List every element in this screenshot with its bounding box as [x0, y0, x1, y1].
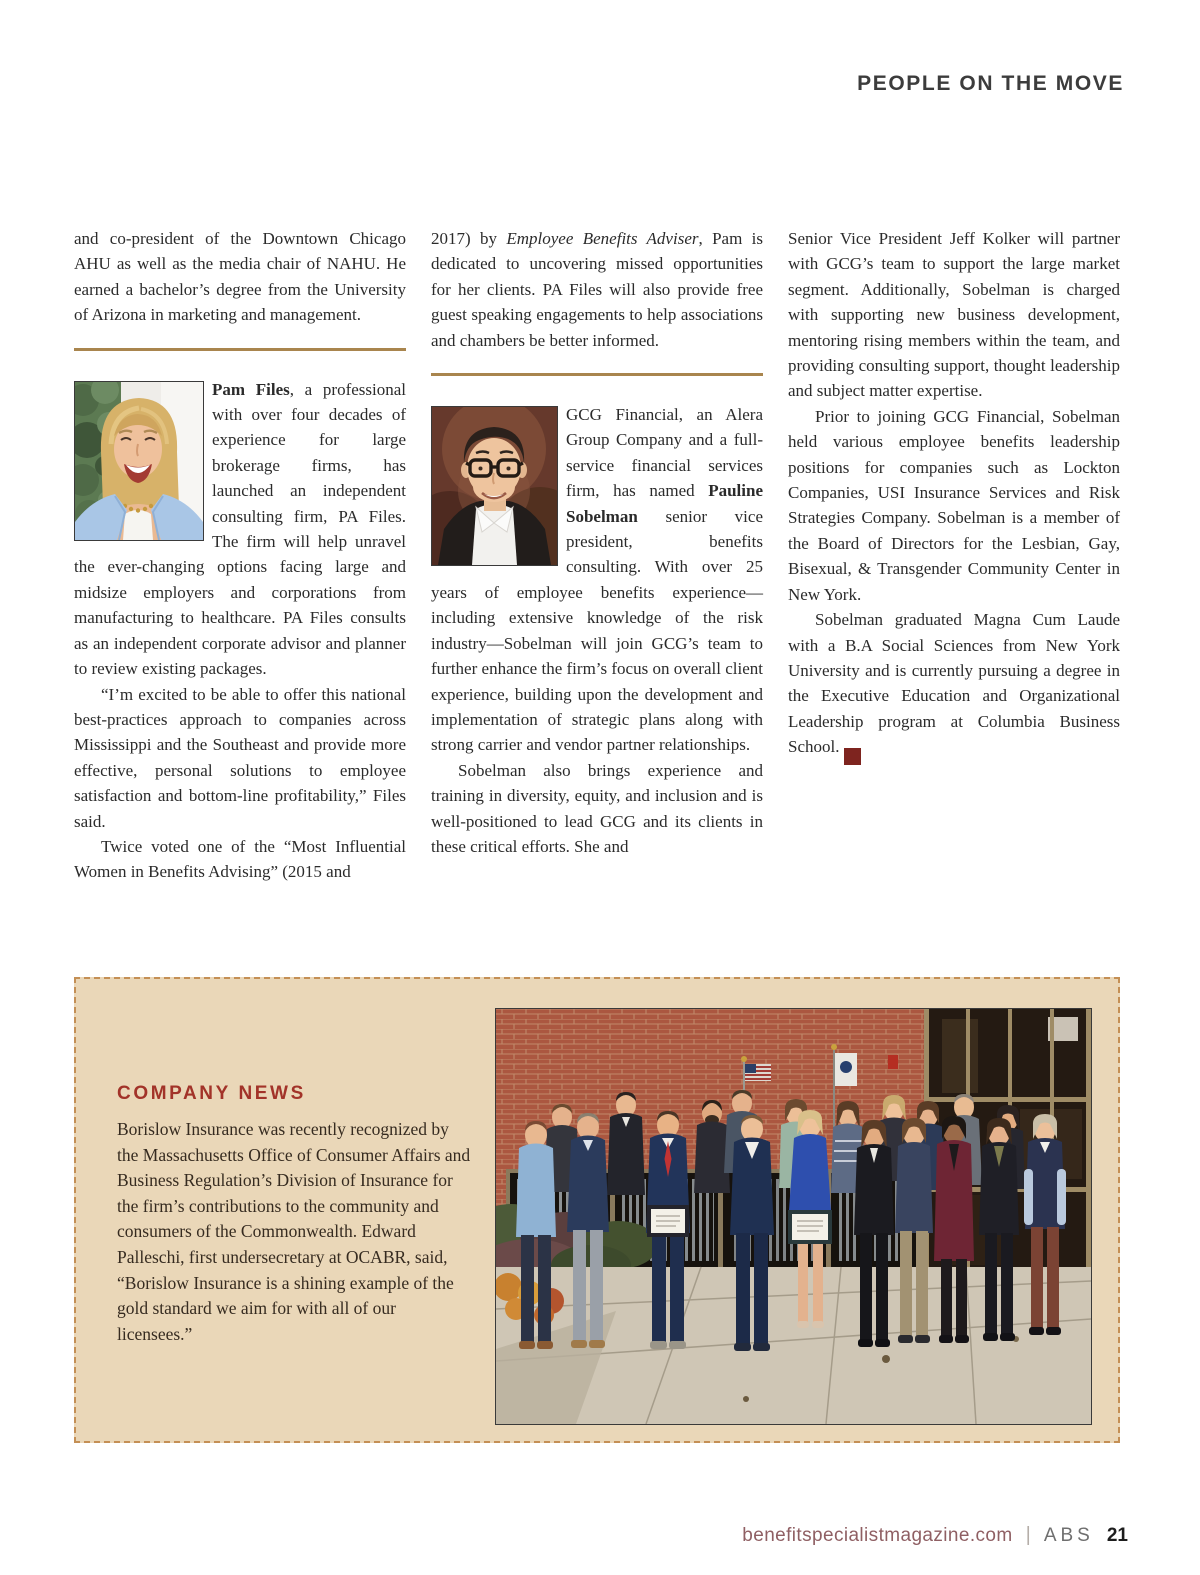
page-section-title: PEOPLE ON THE MOVE: [857, 72, 1124, 95]
company-news-body: Borislow Insurance was recently recognized by the Massachusetts Office of Consumer Affairs and Business Regulation’s Division of Insurance for the firm’s contributions to the community and consumers of the Commonwealth. Edward Palleschi, first undersecretary at OCABR, said, “Borislow Insurance is a shining example of the gold standard we aim for with all of our licensees.”: [117, 1119, 471, 1344]
page-number: 21: [1106, 1525, 1128, 1546]
alarm-bell: [888, 1055, 898, 1069]
files-quote-paragraph: “I’m excited to be able to offer this national best-practices approach to companies across Mississippi and the Southeast and provide more effective, personal solutions to employee satisfaction and bottom-line profitability,” Files said.: [74, 684, 406, 831]
magazine-url: benefitspecialistmagazine.com: [742, 1525, 1013, 1546]
sobelman-education-paragraph: Sobelman graduated Magna Cum Laude with a B.A Social Sciences from New York University and is currently pursuing a degree in the Executive Education and Organizational Leadership program at Columbia Business School. A BS: [788, 610, 1120, 764]
certificate-frame-2: [788, 1210, 832, 1244]
section-divider-rule: [74, 348, 406, 351]
files-continuation-paragraph: and co-president of the Downtown Chicago AHU as well as the media chair of NAHU. He earned a bachelor’s degree from the University of Arizona in marketing and management.: [74, 229, 406, 325]
company-news-box: [74, 977, 1120, 1443]
files-awards-continued-paragraph: 2017) by Employee Benefits Adviser, Pam is dedicated to uncovering missed opportunities for her clients. PA Files will also provide free guest speaking engagements to help associations and chambers be better informed.: [431, 229, 763, 350]
files-awards-paragraph: Twice voted one of the “Most Influential Women in Benefits Advising” (2015 and: [74, 836, 406, 882]
company-news-text: [117, 1083, 473, 1347]
person-name-pam-files: Pam Files: [212, 379, 290, 399]
page-footer: [742, 1524, 1128, 1547]
sobelman-intro-paragraph: GCG Financial, an Alera Group Company and a full-service financial services firm, has named Pauline Sobelman senior vice president, benefits consulting. With over 25 years of employee benefits experience—including extensive knowledge of the risk industry—Sobelman will join GCG’s team to further enhance the firm’s focus on overall client experience, building upon the development and implementation of strategic plans along with strong carrier and vendor partner relationships.: [431, 402, 763, 758]
section-divider-rule: [431, 373, 763, 376]
column-1: [74, 226, 406, 885]
files-intro-paragraph: Pam Files, a professional with over four decades of experience for large brokerage firms, has launched an independent consulting firm, PA Files. The firm will help unravel the ever-changing options facing large and midsize employers and corporations from manufacturing to healthcare. PA Files consults as an independent corporate advisor and planner to review existing packages.: [74, 377, 406, 682]
sobelman-continued-paragraph: Senior Vice President Jeff Kolker will partner with GCG’s team to support the large market segment. Additionally, Sobelman is charged with supporting new business development, mentoring rising members within the team, and providing consulting support, thought leadership and subject matter expertise.: [788, 229, 1120, 401]
person-name-pauline-sobelman: Pauline Sobelman: [566, 481, 763, 526]
sobelman-dei-paragraph: Sobelman also brings experience and training in diversity, equity, and inclusion and is well-positioned to lead GCG and its clients in these critical efforts. She and: [431, 760, 763, 856]
company-news-heading: COMPANY NEWS: [117, 1083, 306, 1104]
magazine-brand: ABS: [1043, 1525, 1094, 1546]
pauline-sobelman-photo: [431, 406, 558, 566]
certificate-frame-1: [647, 1205, 689, 1237]
borislow-group-photo: [495, 1008, 1092, 1425]
pam-files-photo: [74, 381, 204, 541]
sobelman-history-paragraph: Prior to joining GCG Financial, Sobelman held various employee benefits leadership positions for companies such as Lockton Companies, USI Insurance Services and Risk Strategies Company. Sobelman is a member of the Board of Directors for the Lesbian, Gay, Bisexual, & Transgender Community Center in New York.: [788, 406, 1120, 604]
abs-end-of-article-icon: A BS: [844, 748, 861, 765]
publication-title: Employee Benefits Adviser: [506, 229, 699, 248]
footer-divider: |: [1025, 1524, 1031, 1546]
column-3: [788, 226, 1120, 885]
article-columns: [74, 226, 1120, 885]
column-2: [431, 226, 763, 885]
